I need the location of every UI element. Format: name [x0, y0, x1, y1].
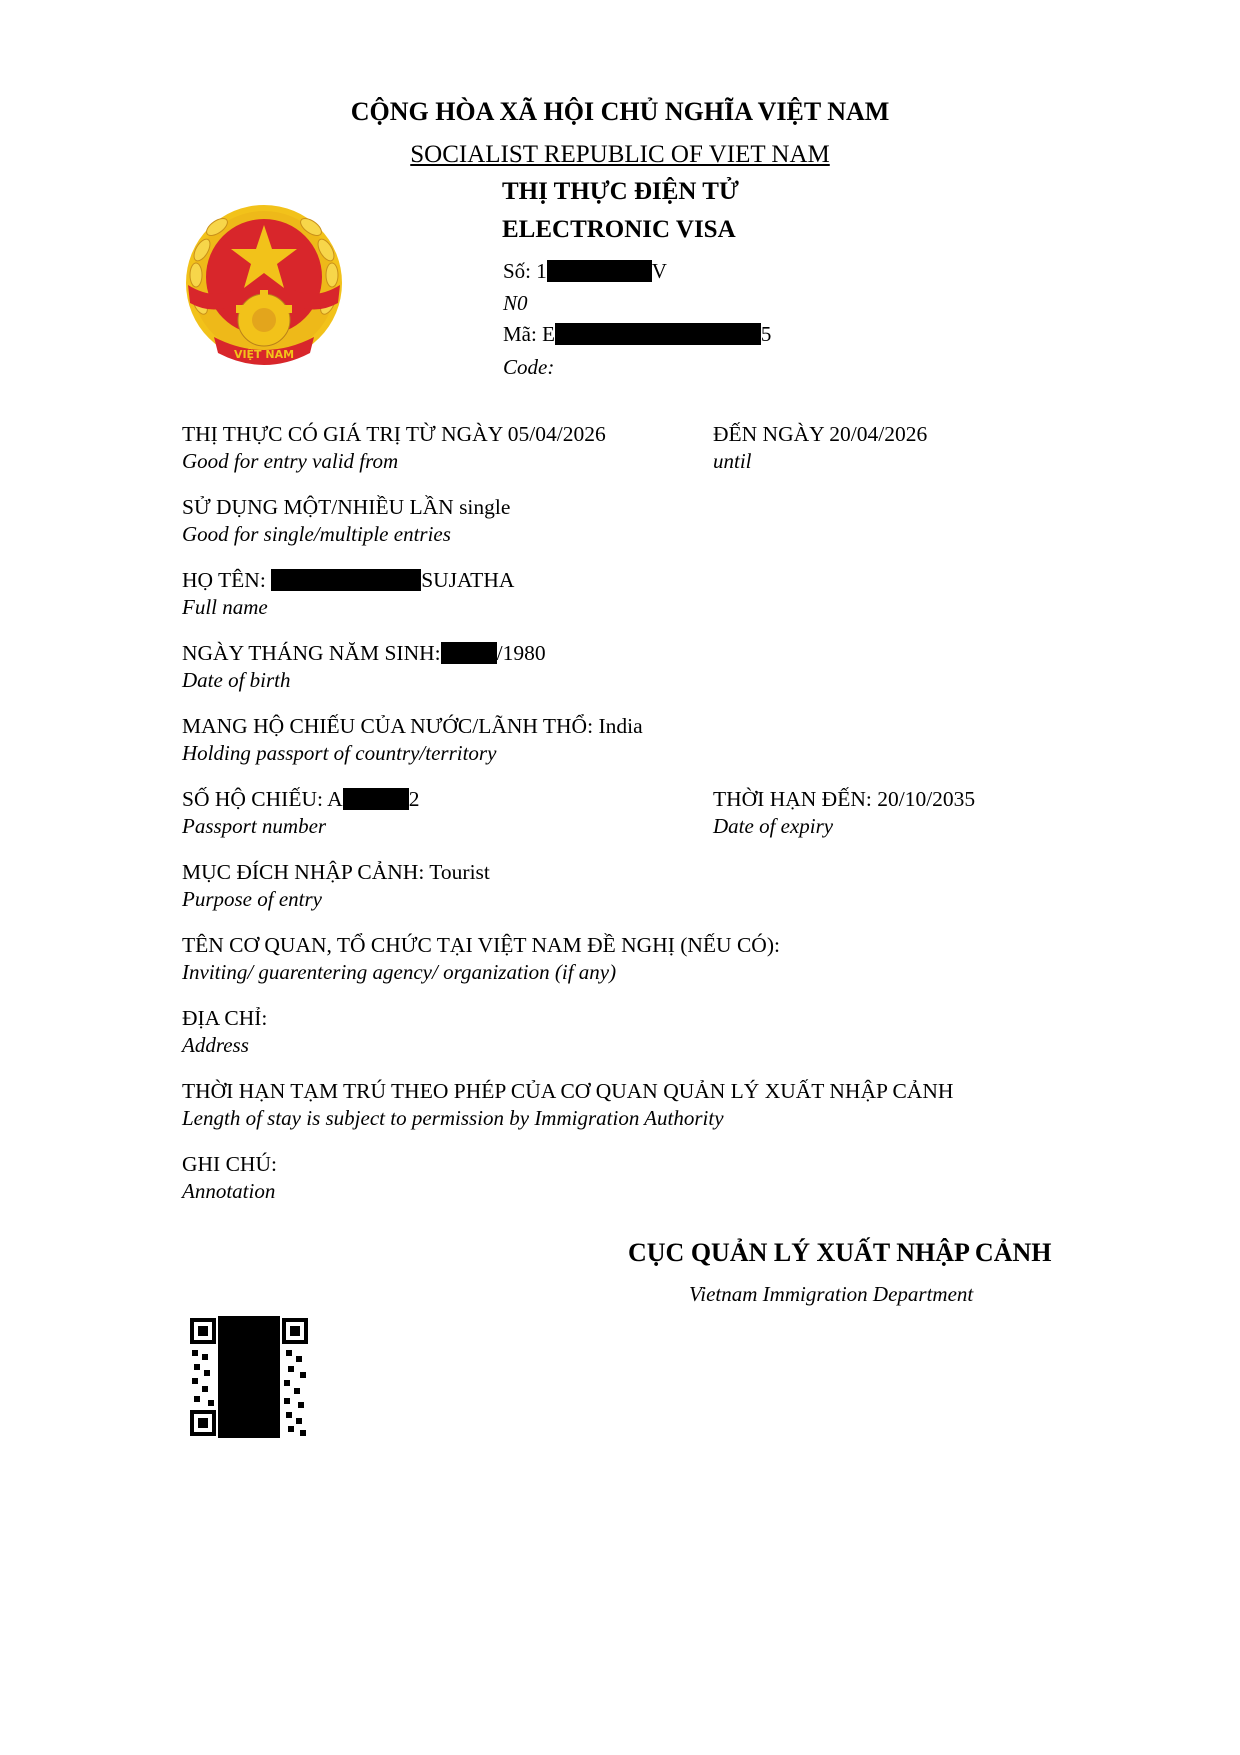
vietnam-national-emblem-icon [182, 205, 347, 373]
visa-number-line [503, 259, 667, 284]
qr-code-icon [188, 1316, 310, 1438]
address-en: Address [182, 1033, 249, 1057]
country-field [182, 714, 643, 739]
entries-field [182, 495, 510, 520]
code-label: Code: [503, 355, 555, 379]
entries-value: single [459, 495, 511, 519]
expiry-value: 20/10/2035 [877, 787, 976, 811]
stay-en: Length of stay is subject to permission by Immigration Authority [182, 1106, 724, 1130]
purpose-field [182, 860, 490, 885]
until-value: 20/04/2026 [829, 422, 928, 446]
redaction-block [271, 569, 421, 591]
stay-label: THỜI HẠN TẠM TRÚ THEO PHÉP CỦA CƠ QUAN QUẢN LÝ XUẤT NHẬP CẢNH [182, 1079, 954, 1103]
valid-from-value: 05/04/2026 [507, 422, 606, 446]
expiry-en: Date of expiry [713, 814, 834, 838]
dob-en: Date of birth [182, 668, 291, 692]
country-title-en: SOCIALIST REPUBLIC OF VIET NAM [410, 141, 830, 168]
agency-label: TÊN CƠ QUAN, TỔ CHỨC TẠI VIỆT NAM ĐỀ NGHỊ (NẾU CÓ): [182, 933, 780, 957]
ma-suffix: 5 [760, 322, 772, 346]
doc-title-en: ELECTRONIC VISA [502, 216, 736, 243]
passport-suffix: 2 [408, 787, 420, 811]
agency-en: Inviting/ guarentering agency/ organization (if any) [182, 960, 617, 984]
expiry-label: THỜI HẠN ĐẾN: [713, 787, 872, 811]
note-label: GHI CHÚ: [182, 1152, 277, 1176]
passport-prefix: A [327, 787, 343, 811]
until-field [713, 422, 927, 447]
country-en: Holding passport of country/territory [182, 741, 497, 765]
country-value: India [598, 714, 643, 738]
name-field [182, 568, 514, 593]
emblem-banner-text: VIỆT NAM [233, 348, 295, 361]
dob-field [182, 641, 546, 666]
department-title: CỤC QUẢN LÝ XUẤT NHẬP CẢNH [628, 1238, 1052, 1267]
so-label: Số: [503, 259, 532, 283]
until-en: until [713, 449, 752, 473]
valid-from-en: Good for entry valid from [182, 449, 399, 473]
passport-label: SỐ HỘ CHIẾU: [182, 787, 323, 811]
ma-label: Mã: [503, 322, 537, 346]
visa-code-line [503, 322, 771, 347]
entries-en: Good for single/multiple entries [182, 522, 451, 546]
expiry-field [713, 787, 975, 812]
redaction-block [555, 323, 761, 345]
so-prefix: 1 [536, 259, 547, 283]
address-label: ĐỊA CHỈ: [182, 1006, 268, 1030]
purpose-value: Tourist [429, 860, 490, 884]
until-label: ĐẾN NGÀY [713, 422, 824, 446]
redaction-block [547, 260, 652, 282]
so-suffix: V [651, 259, 667, 283]
passport-en: Passport number [182, 814, 327, 838]
country-title-vn: CỘNG HÒA XÃ HỘI CHỦ NGHĨA VIỆT NAM [350, 97, 890, 126]
passport-field [182, 787, 419, 812]
purpose-label: MỤC ĐÍCH NHẬP CẢNH: [182, 860, 425, 884]
valid-from-label: THỊ THỰC CÓ GIÁ TRỊ TỪ NGÀY [182, 422, 503, 446]
entries-label: SỬ DỤNG MỘT/NHIỀU LẦN [182, 495, 454, 519]
valid-from-field [182, 422, 606, 447]
redaction-block [343, 788, 409, 810]
no-label: N0 [503, 291, 528, 315]
note-en: Annotation [182, 1179, 276, 1203]
ma-prefix: E [542, 322, 555, 346]
redaction-block [441, 642, 497, 664]
name-en: Full name [182, 595, 268, 619]
country-label: MANG HỘ CHIẾU CỦA NƯỚC/LÃNH THỔ: [182, 714, 594, 738]
dob-label: NGÀY THÁNG NĂM SINH: [182, 641, 441, 665]
department-title-en: Vietnam Immigration Department [689, 1282, 974, 1306]
name-label: HỌ TÊN: [182, 568, 266, 592]
dob-value: /1980 [496, 641, 546, 665]
name-value: SUJATHA [421, 568, 515, 592]
doc-title-vn: THỊ THỰC ĐIỆN TỬ [502, 178, 739, 205]
purpose-en: Purpose of entry [182, 887, 322, 911]
